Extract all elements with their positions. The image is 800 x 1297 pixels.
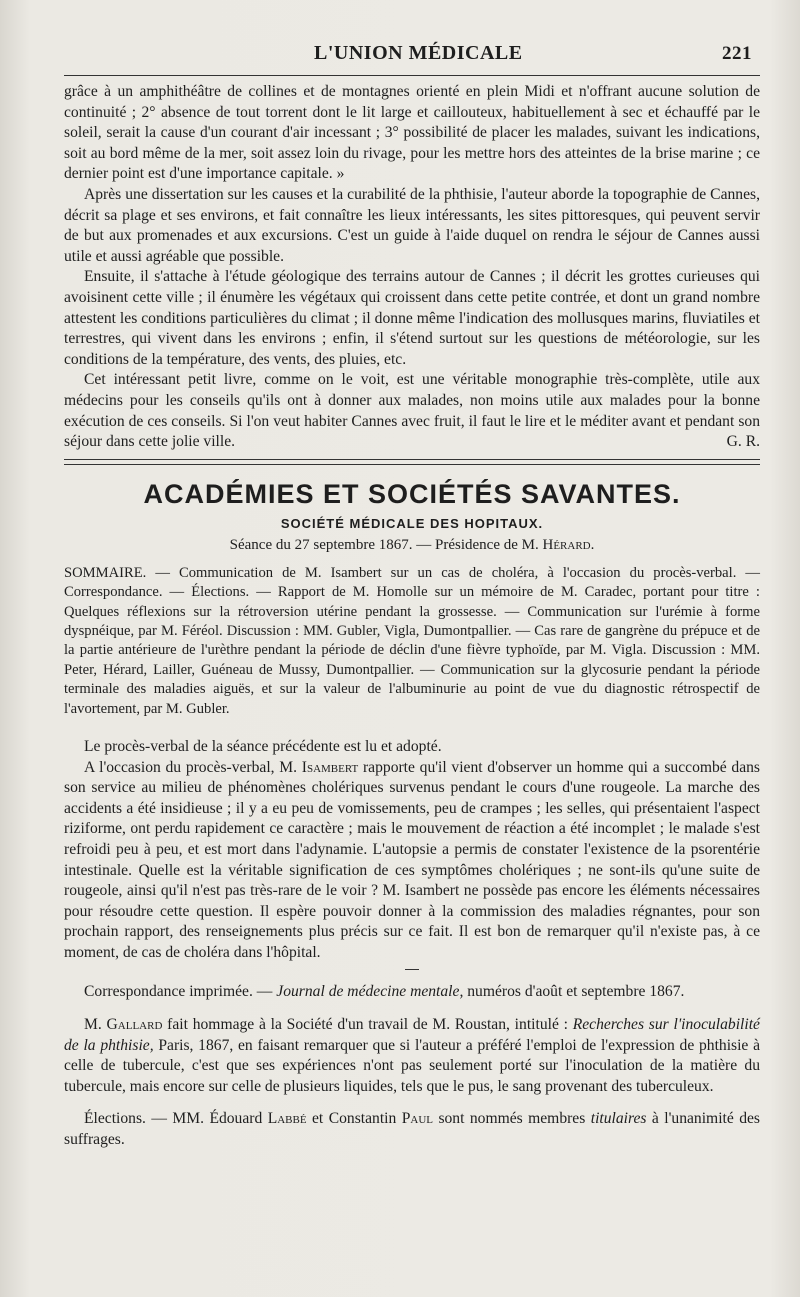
review-paragraph-2: Après une dissertation sur les causes et la curabilité de la phthisie, l'auteur aborde la topographie de Cannes, décrit sa plage et ses environs, et fait connaître les lieux intéressants, les sites pittoresques, qui peuvent servir de but aux promenades et aux excursions. C'est un guide à l'aide duquel on rendra le séjour de Cannes aussi utile et aussi agréable que possible. [64,185,760,265]
body-paragraph-4 [64,1015,760,1097]
body-p5-rest: sont nommés membres [438,1110,586,1128]
body-p5-end: à l'unanimité des suffrages. [64,1110,760,1149]
body-p3-lead: Correspondance imprimée. — [84,983,273,1001]
body-p5-name1: Labbé [267,1110,307,1128]
body-p4-mid: fait hommage à la Société d'un travail de M. Roustan, intitulé : [167,1016,568,1034]
book-review [64,82,760,453]
paragraph-divider [405,969,419,970]
body-p2-name: Isambert [301,758,359,776]
body-p5-mid: et Constantin [312,1110,397,1128]
body-paragraph-5 [64,1109,760,1150]
journal-title: L'UNION MÉDICALE [314,42,523,64]
body-paragraph-1: Le procès-verbal de la séance précédente est lu et adopté. [84,737,442,755]
summary-block [64,564,760,719]
body-p3-rest: numéros d'août et septembre 1867. [467,983,685,1001]
body-p4-italic: Recherches sur l'inoculabilité de la phthisie, [64,1016,760,1054]
review-paragraph-1: grâce à un amphithéâtre de collines et de montagnes orienté en plein Midi et n'offrant aucune solution de continuité ; 2° absence de tout torrent dont le lit large et caillouteux, habituellement à sec et échauffé par le soleil, serait la cause d'un courant d'air incessant ; 3° possibilité de placer les malades, suivant les indications, soit au bord même de la mer, soit assez loin du rivage, pour les mettre hors des atteintes de la brise marine ; ce dernier point est d'une importance capitale. » [64,83,760,183]
body-p4-rest: Paris, 1867, en faisant remarquer que si l'auteur a préféré l'emploi de l'expression de phthisie à celle de tubercule, c'est que ses expériences n'ont pas seulement porté sur l'inoculation de la matière du tubercule, mais encore sur celle de plusieurs liquides, tels que le pus, le sang provenant des tuberculeux. [64,1036,761,1095]
seance-line [64,537,760,554]
running-header [64,42,760,65]
seance-president: Hérard. [542,536,595,553]
summary-text: SOMMAIRE. — Communication de M. Isambert sur un cas de choléra, à l'occasion du procès-verbal. — Correspondance. — Élections. — Rapport de M. Homolle sur un mémoire de M. Caradec, portant pour titre : Quelques réflexions sur la rétroversion utérine pendant la grossesse. — Communication sur l'urémie à forme dyspnéique, par M. Féréol. Discussion : MM. Gubler, Vigla, Dumontpallier. — Cas rare de gangrène du prépuce et de la partie antérieure de l'urèthre pendant la période de déclin d'une fièvre typhoïde, par M. Vigla. Discussion : MM. Peter, Hérard, Lailler, Guéneau de Mussy, Dumontpallier. — Communication sur la glycosurie pendant la période terminale des maladies aiguës, et sur la valeur de l'albuminurie au point de vue du diagnostic rétrospectif de l'avortement, par M. Gubler. [64,564,760,717]
review-paragraph-4 [64,370,760,452]
body-p5-name2: Paul [401,1110,433,1128]
body-p3-italic: Journal de médecine mentale, [276,983,464,1001]
proceedings-body [64,737,760,1151]
body-paragraph-2 [64,758,760,964]
body-p2-rest: rapporte qu'il vient d'observer un homme qui a succombé dans son service au milieu de phénomènes cholériques survenus pendant le cours d'une rougeole. La marche des accidents a été insidieuse ; il y a eu peu de vomissements, peu de crampes ; les selles, qui présentaient l'aspect riziforme, ont perdu rapidement ce caractère ; mais le mouvement de réaction a été incomplet ; le malade s'est refroidi peu à peu, et est mort dans l'adynamie. L'autopsie a permis de constater l'existence de la psorentérie intestinale. Quelle est la véritable signification de ces symptômes cholériques ; ne sont-ils qu'une suite de rougeole, ainsi qu'il n'est pas très-rare de le voir ? M. Isambert ne possède pas encore les éléments nécessaires pour résoudre cette question. Il espère pouvoir donner à la commission des maladies régnantes, pour son prochain rapport, des renseignements plus précis sur ce fait. Il est bon de remarquer qu'il n'existe pas, à ce moment, de cas de choléra dans l'hôpital. [64,758,760,961]
paragraph-gap [64,1003,760,1015]
section-rule-bottom [64,464,760,465]
page-number: 221 [722,43,752,64]
body-paragraph-3 [64,982,760,1003]
body-p2-lead: A l'occasion du procès-verbal, M. [84,758,298,776]
header-rule [64,75,760,76]
section-title: ACADÉMIES ET SOCIÉTÉS SAVANTES. [143,478,681,509]
seance-label: Séance du 27 septembre 1867. — Présidence de M. [229,536,539,553]
body-p4-lead: M. [84,1016,102,1034]
body-p4-name: Gallard [106,1016,163,1034]
body-p5-italic: titulaires [590,1110,647,1128]
review-paragraph-3: Ensuite, il s'attache à l'étude géologique des terrains autour de Cannes ; il décrit les grottes curieuses qui avoisinent cette ville ; il énumère les végétaux qui croissent dans cette petite contrée, et dont un grand nombre attestent les conditions particulières du climat ; il donne même l'indication des mollusques marins, fluviatiles et terrestres, qui vivent dans les environs ; enfin, il s'étend surtout sur les questions de météorologie, sur les conditions de la température, des vents, des pluies, etc. [64,268,760,368]
subsection-title: SOCIÉTÉ MÉDICALE DES HOPITAUX. [280,515,544,531]
body-p5-lead: Élections. — MM. Édouard [84,1110,263,1128]
review-paragraph-4-text: Cet intéressant petit livre, comme on le voit, est une véritable monographie très-complète, utile aux médecins pour les conseils qu'ils ont à donner aux malades, non moins utile aux malades pour la bonne exécution de ces conseils. Si l'on veut habiter Cannes avec fruit, il faut le lire et le méditer avant et pendant son séjour dans cette jolie ville. [64,371,760,451]
section-rule-top [64,459,760,460]
review-signature: G. R. [726,433,760,451]
paragraph-gap-2 [64,1097,760,1109]
